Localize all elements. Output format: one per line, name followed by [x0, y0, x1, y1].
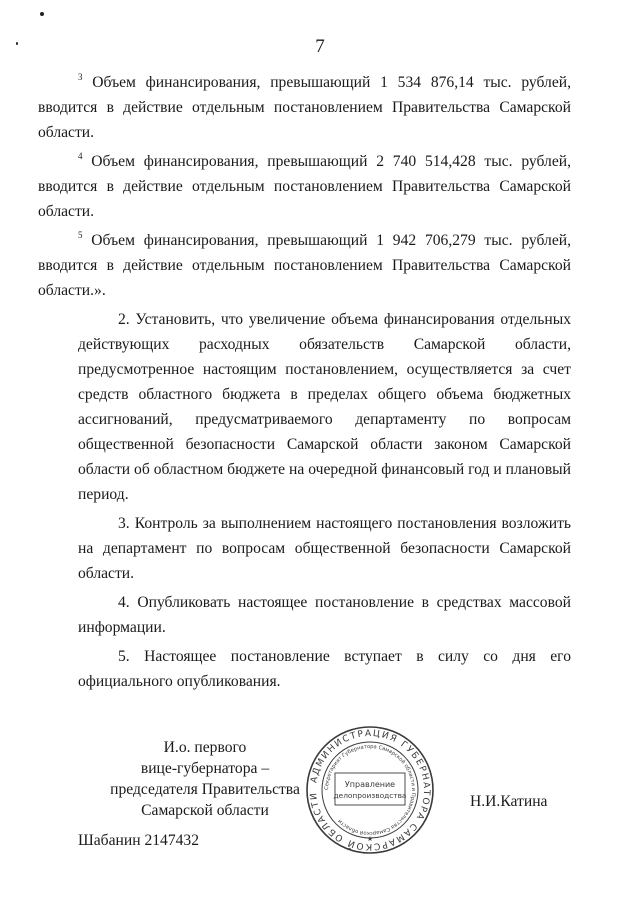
signatory-position — [110, 737, 300, 821]
footnote-text: Объем финансирования, превышающий 1 942 706,279 тыс. рублей, — [91, 232, 571, 249]
scan-speck — [40, 12, 44, 16]
footnote-mark: 5 — [78, 230, 83, 240]
paragraph-4: 4. Опубликовать настоящее постановление в средствах массовой информации. — [78, 594, 571, 636]
stamp-center-line1: Управление — [344, 780, 396, 789]
position-line: И.о. первого — [163, 739, 247, 756]
stamp-center-box — [335, 773, 405, 805]
footnote-mark: 4 — [78, 151, 83, 161]
footnote-end: области. — [38, 203, 95, 220]
footnote-4 — [38, 149, 571, 224]
stamp-inner-text: Секретариат Губернатора Самарской области и Правительства Самарской области — [323, 743, 417, 837]
stamp-star-icon: ★ — [366, 835, 374, 843]
paragraph-5: 5. Настоящее постановление вступает в силу со дня его официального опубликования. — [78, 648, 571, 690]
stamp-inner-ring — [322, 742, 418, 838]
paragraph-2: 2. Установить, что увеличение объема финансирования отдельных действующих расходных обязательств Самарской области, предусмотренное настоящим постановлением, осуществляется за счет средств областного бюджета в пределах общего объема бюджетных ассигнований, предусматриваемого департаменту по вопросам общественной безопасности Самарской области законом Самарской области об областном бюджете на очередной финансовый год и плановый период. — [78, 311, 571, 503]
page-number: 7 — [315, 36, 325, 57]
footnote-5 — [38, 228, 571, 303]
footnote-mark: 3 — [78, 72, 83, 82]
position-line: председателя Правительства — [110, 781, 300, 798]
signatory-name: Н.И.Катина — [470, 793, 548, 810]
footnote-text: Объем финансирования, превышающий 1 534 876,14 тыс. рублей, — [92, 74, 571, 91]
paragraph-3: 3. Контроль за выполнением настоящего постановления возложить на департамент по вопросам общественной безопасности Самарской области. — [78, 515, 571, 582]
position-line: Самарской области — [141, 802, 269, 819]
footnote-end: области.». — [38, 282, 106, 299]
stamp-outer-text: АДМИНИСТРАЦИЯ ГУБЕРНАТОРА САМАРСКОЙ ОБЛАСТИ — [308, 728, 432, 852]
footnote-3 — [38, 70, 571, 145]
executor-info: Шабанин 2147432 — [78, 832, 200, 849]
document-body — [38, 70, 571, 698]
footnote-cont: вводится в действие отдельным постановлением Правительства Самарской — [38, 99, 571, 116]
footnote-cont: вводится в действие отдельным постановлением Правительства Самарской — [38, 257, 571, 274]
footnote-end: области. — [38, 124, 95, 141]
official-stamp — [305, 725, 435, 855]
stamp-center-line2: делопроизводства — [333, 791, 407, 800]
position-line: вице-губернатора – — [140, 760, 270, 777]
footnote-cont: вводится в действие отдельным постановлением Правительства Самарской — [38, 178, 571, 195]
footnote-text: Объем финансирования, превышающий 2 740 514,428 тыс. рублей, — [91, 153, 571, 170]
